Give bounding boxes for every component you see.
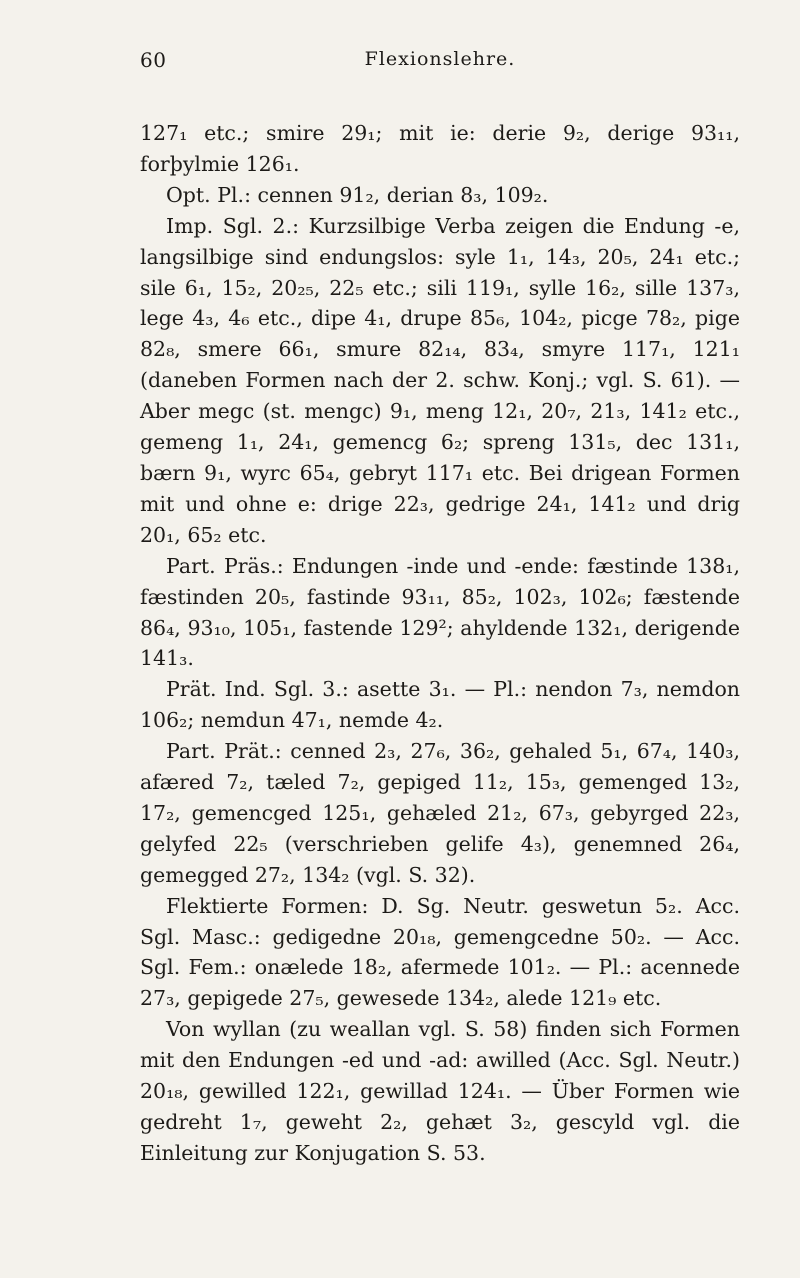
paragraph-part-praet: Part. Prät.: cenned 2₃, 27₆, 36₂, gehaled 5₁, 67₄, 140₃, afæred 7₂, tæled 7₂, gepiged 11₂, 15₃, gemenged 13₂, 17₂, gemencged 125₁, gehæled 21₂, 67₃, gebyrged 22₃, gelyfed 22₅ (verschrieben gelife 4₃), genemned 26₄, gemegged 27₂, 134₂ (vgl. S. 32). <box>140 739 740 887</box>
page-number: 60 <box>140 48 167 72</box>
paragraph-praet-ind: Prät. Ind. Sgl. 3.: asette 3₁. — Pl.: nendon 7₃, nemdon 106₂; nemdun 47₁, nemde 4₂. <box>140 677 740 733</box>
paragraph-imp-sgl: Imp. Sgl. 2.: Kurzsilbige Verba zeigen die Endung -e, langsilbige sind endungslos: syle 1₁, 14₃, 20₅, 24₁ etc.; sile 6₁, 15₂, 20₂₅, 22₅ etc.; sili 119₁, sylle 16₂, sille 137₃, lege 4₃, 4₆ etc., dipe 4₁, drupe 85₆, 104₂, picge 78₂, pige 82₈, smere 66₁, smure 82₁₄, 83₄, smyre 117₁, 121₁ (daneben Formen nach der 2. schw. Konj.; vgl. S. 61). — Aber megc (st. mengc) 9₁, meng 12₁, 20₇, 21₃, 141₂ etc., gemeng 1₁, 24₁, gemencg 6₂; spreng 131₅, dec 131₁, bærn 9₁, wyrc 65₄, gebryt 117₁ etc. Bei drigean Formen mit und ohne e: drige 22₃, gedrige 24₁, 141₂ und drig 20₁, 65₂ etc. <box>140 213 740 547</box>
paragraph-opt-pl: Opt. Pl.: cennen 91₂, derian 8₃, 109₂. <box>166 182 549 207</box>
paragraph-ind-continuation: 127₁ etc.; smire 29₁; mit ie: derie 9₂, derige 93₁₁, forþylmie 126₁. <box>140 121 740 176</box>
paragraph-part-praes: Part. Präs.: Endungen -inde und -ende: fæstinde 138₁, fæstinden 20₅, fastinde 93₁₁, 85₂, 102₃, 102₆; fæstende 86₄, 93₁₀, 105₁, fastende 129²; ahyldende 132₁, derigende 141₃. <box>140 553 740 671</box>
paragraph-flektierte-formen: Flektierte Formen: D. Sg. Neutr. geswetun 5₂. Acc. Sgl. Masc.: gedigedne 20₁₈, gemengcedne 50₂. — Acc. Sgl. Fem.: onælede 18₂, afermede 101₂. — Pl.: acennede 27₃, gepigede 27₅, gewesede 134₂, alede 121₉ etc. <box>140 893 740 1011</box>
body-text <box>140 118 740 1169</box>
paragraph-wyllan: Von wyllan (zu weallan vgl. S. 58) finden sich Formen mit den Endungen -ed und -ad: awilled (Acc. Sgl. Neutr.) 20₁₈, gewilled 122₁, gewillad 124₁. — Über Formen wie gedreht 1₇, geweht 2₂, gehæt 3₂, gescyld vgl. die Einleitung zur Konjugation S. 53. <box>140 1017 740 1165</box>
running-title: Flexionslehre. <box>364 48 516 70</box>
page-header <box>140 48 740 78</box>
